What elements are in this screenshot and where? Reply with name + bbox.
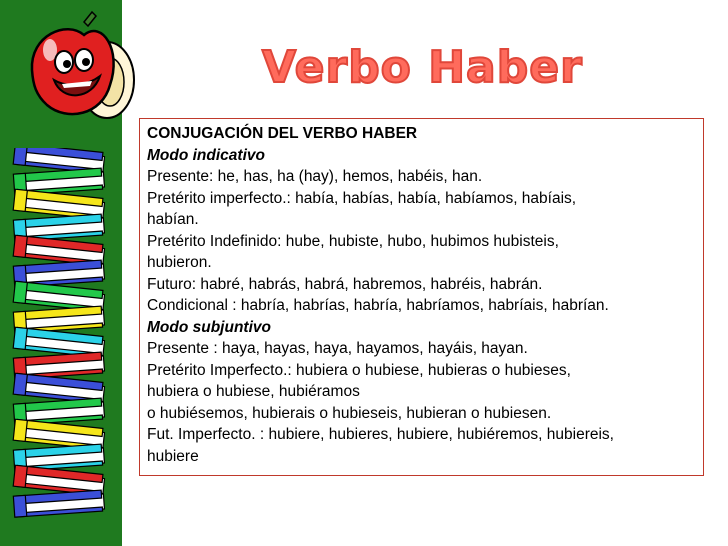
text-line: Modo subjuntivo: [147, 318, 271, 336]
text-line: CONJUGACIÓN DEL VERBO HABER: [147, 125, 418, 142]
conjugation-box: [139, 118, 704, 476]
text-line: Fut. Imperfecto. : hubiere, hubieres, hubiere, hubiéremos, hubiereis,: [147, 426, 614, 443]
text-line: hubiera o hubiese, hubiéramos: [147, 383, 360, 400]
text-line: Condicional : habría, habrías, habría, habríamos, habríais, habrían.: [147, 297, 609, 314]
text-line: hubieron.: [147, 254, 212, 271]
text-line: Pretérito Imperfecto.: hubiera o hubiese, hubieras o hubieses,: [147, 361, 571, 379]
text-line: Futuro: habré, habrás, habrá, habremos, habréis, habrán.: [147, 275, 543, 293]
text-line: Pretérito imperfecto.: había, habías, había, habíamos, habíais,: [147, 189, 577, 207]
text-line: habían.: [147, 211, 199, 228]
text-line: o hubiésemos, hubierais o hubieseis, hubieran o hubiesen.: [147, 404, 552, 422]
text-line: Pretérito Indefinido: hube, hubiste, hubo, hubimos hubisteis,: [147, 232, 559, 250]
slide-title: Verbo Haber: [262, 42, 583, 93]
stacked-books-icon: [8, 148, 113, 518]
text-line: Modo indicativo: [147, 146, 265, 164]
cartoon-apple-icon: [22, 10, 142, 125]
text-line: Presente: he, has, ha (hay), hemos, habéis, han.: [147, 168, 483, 185]
text-line: Presente : haya, hayas, haya, hayamos, hayáis, hayan.: [147, 340, 528, 357]
book-icon: [13, 490, 104, 517]
text-line: hubiere: [147, 447, 199, 465]
